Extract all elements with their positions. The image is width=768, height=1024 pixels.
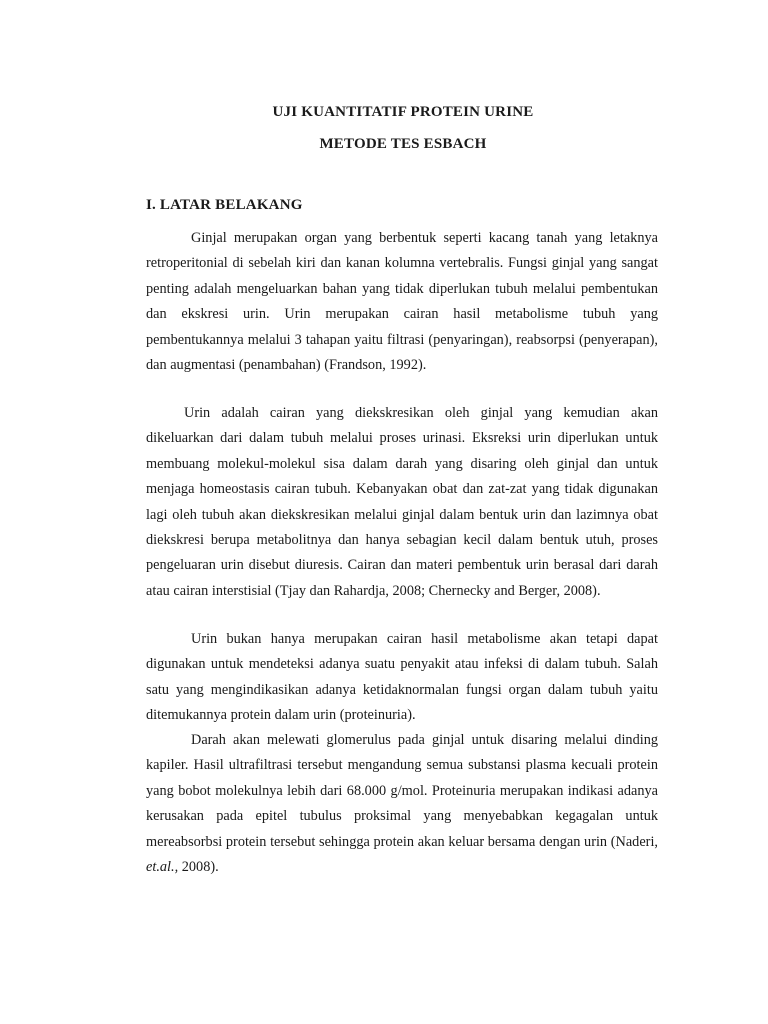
paragraph-4 <box>146 728 658 880</box>
paragraph-2: Urin adalah cairan yang diekskresikan oleh ginjal yang kemudian akan dikeluarkan dari dalam tubuh melalui proses urinasi. Eksreksi urin diperlukan untuk membuang molekul-molekul sisa dalam darah yang disaring oleh ginjal dan untuk menjaga homeostasis cairan tubuh. Kebanyakan obat dan zat-zat yang tidak digunakan lagi oleh tubuh akan diekskresikan melalui ginjal dalam bentuk urin dan lazimnya obat diekskresi berupa metabolitnya dan hanya sebagian kecil dalam bentuk utuh, proses pengeluaran urin disebut diuresis. Cairan dan materi pembentuk urin berasal dari darah atau cairan interstisial (Tjay dan Rahardja, 2008; Chernecky and Berger, 2008). <box>146 405 658 599</box>
document-subtitle: METODE TES ESBACH <box>319 136 487 152</box>
document-title: UJI KUANTITATIF PROTEIN URINE <box>272 104 534 120</box>
paragraph-3: Urin bukan hanya merupakan cairan hasil metabolisme akan tetapi dapat digunakan untuk mendeteksi adanya suatu penyakit atau infeksi di dalam tubuh. Salah satu yang mengindikasikan adanya ketidaknormalan fungsi organ dalam tubuh yaitu ditemukannya protein dalam urin (proteinuria). <box>146 631 658 724</box>
section-heading: I. LATAR BELAKANG <box>146 197 303 213</box>
citation-etal: et.al., <box>146 859 179 876</box>
paragraph-1: Ginjal merupakan organ yang berbentuk seperti kacang tanah yang letaknya retroperitonial di sebelah kiri dan kanan kolumna vertebralis. Fungsi ginjal yang sangat penting adalah mengeluarkan bahan yang tidak diperlukan tubuh melalui pembentukan dan ekskresi urin. Urin merupakan cairan hasil metabolisme tubuh yang pembentukannya melalui 3 tahapan yaitu filtrasi (penyaringan), reabsorpsi (penyerapan), dan augmentasi (penambahan) (Frandson, 1992). <box>146 230 658 374</box>
paragraph-4-end: 2008). <box>178 859 219 876</box>
paragraph-4-text: Darah akan melewati glomerulus pada ginjal untuk disaring melalui dinding kapiler. Hasil ultrafiltrasi tersebut mengandung semua substansi plasma kecuali protein yang bobot molekulnya lebih dari 68.000 g/mol. Proteinuria merupakan indikasi adanya kerusakan pada epitel tubulus proksimal yang menyebabkan kegagalan untuk mereabsorbsi protein tersebut sehingga protein akan keluar bersama dengan urin (Naderi, <box>146 732 658 850</box>
